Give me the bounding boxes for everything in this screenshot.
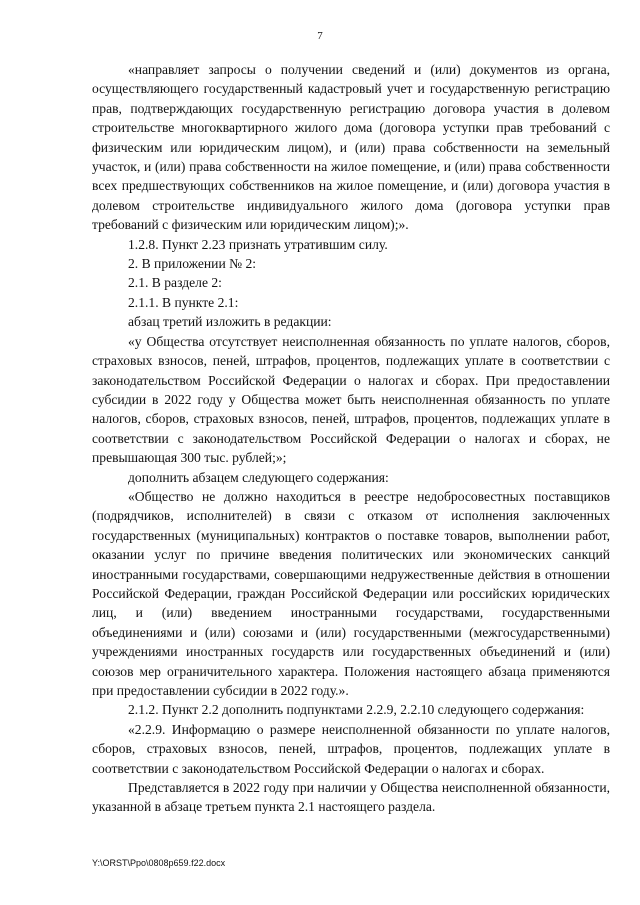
paragraph-2-appendix: 2. В приложении № 2:	[128, 256, 257, 272]
paragraph-add-abzac: дополнить абзацем следующего содержания:	[128, 469, 389, 485]
footer-file-path: Y:\ORST\Ppo\0808p659.f22.docx	[92, 858, 226, 868]
paragraph-1-2-8: 1.2.8. Пункт 2.23 признать утратившим силу.	[128, 236, 388, 252]
paragraph-registry-sanctions: «Общество не должно находиться в реестре недобросовестных поставщиков (подрядчиков, исполнителей) в связи с отказом от исполнения заключенных государственных (муниципальных) контрактов о поставке товаров, выполнении работ, оказании услуг по причине введения политических или экономических санкций иностранными государствами, совершающими недружественные действия в отношении Российской Федерации, граждан Российской Федерации или российских юридических лиц, и (или) введением иностранными государствами, государственными объединениями и (или) союзами и (или) государственными (межгосударственными) учреждениями иностранных государств или государственных объединений и (или) союзов мер ограничительного характера. Положения настоящего абзаца применяются при предоставлении субсидии в 2022 году.».	[92, 488, 610, 698]
paragraph-2-1-section: 2.1. В разделе 2:	[128, 275, 222, 291]
paragraph-2-1-1-item: 2.1.1. В пункте 2.1:	[128, 294, 239, 310]
paragraph-2-2-9-info: «2.2.9. Информацию о размере неисполненной обязанности по уплате налогов, сборов, страховых взносов, пеней, штрафов, процентов, подлежащих уплате в соответствии с законодательством Российской Федерации о налогах и сборах.	[92, 721, 610, 776]
document-body	[92, 60, 610, 817]
paragraph-third-abzac: абзац третий изложить в редакции:	[128, 314, 332, 330]
page-number: 7	[317, 30, 323, 42]
paragraph-submitted-2022: Представляется в 2022 году при наличии у Общества неисполненной обязанности, указанной в абзаце третьем пункта 2.1 настоящего раздела.	[92, 780, 610, 815]
paragraph-tax-obligation: «у Общества отсутствует неисполненная обязанность по уплате налогов, сборов, страховых взносов, пеней, штрафов, процентов, подлежащих уплате в соответствии с законодательством Российской Федерации о налогах и сборах. При предоставлении субсидии в 2022 году у Общества может быть неисполненная обязанность по уплате налогов, сборов, страховых взносов, пеней, штрафов, процентов, подлежащих уплате в соответствии с законодательством Российской Федерации о налогах и сборах, не превышающая 300 тыс. рублей;»;	[92, 333, 610, 466]
paragraph-requests-clause: «направляет запросы о получении сведений и (или) документов из органа, осуществляющего государственный кадастровый учет и государственную регистрацию прав, подтверждающих государственную регистрацию договора участия в долевом строительстве многоквартирного жилого дома (договора уступки прав требований с физическим или юридическим лицом), и (или) права собственности на земельный участок, и (или) права собственности на жилое помещение, и (или) права собственности всех предшествующих собственников на жилое помещение, и (или) договора участия в долевом строительстве индивидуального жилого дома (договора уступки прав требований с физическим или юридическим лицом);».	[92, 62, 610, 233]
paragraph-2-1-2-item: 2.1.2. Пункт 2.2 дополнить подпунктами 2.2.9, 2.2.10 следующего содержания:	[128, 702, 585, 718]
